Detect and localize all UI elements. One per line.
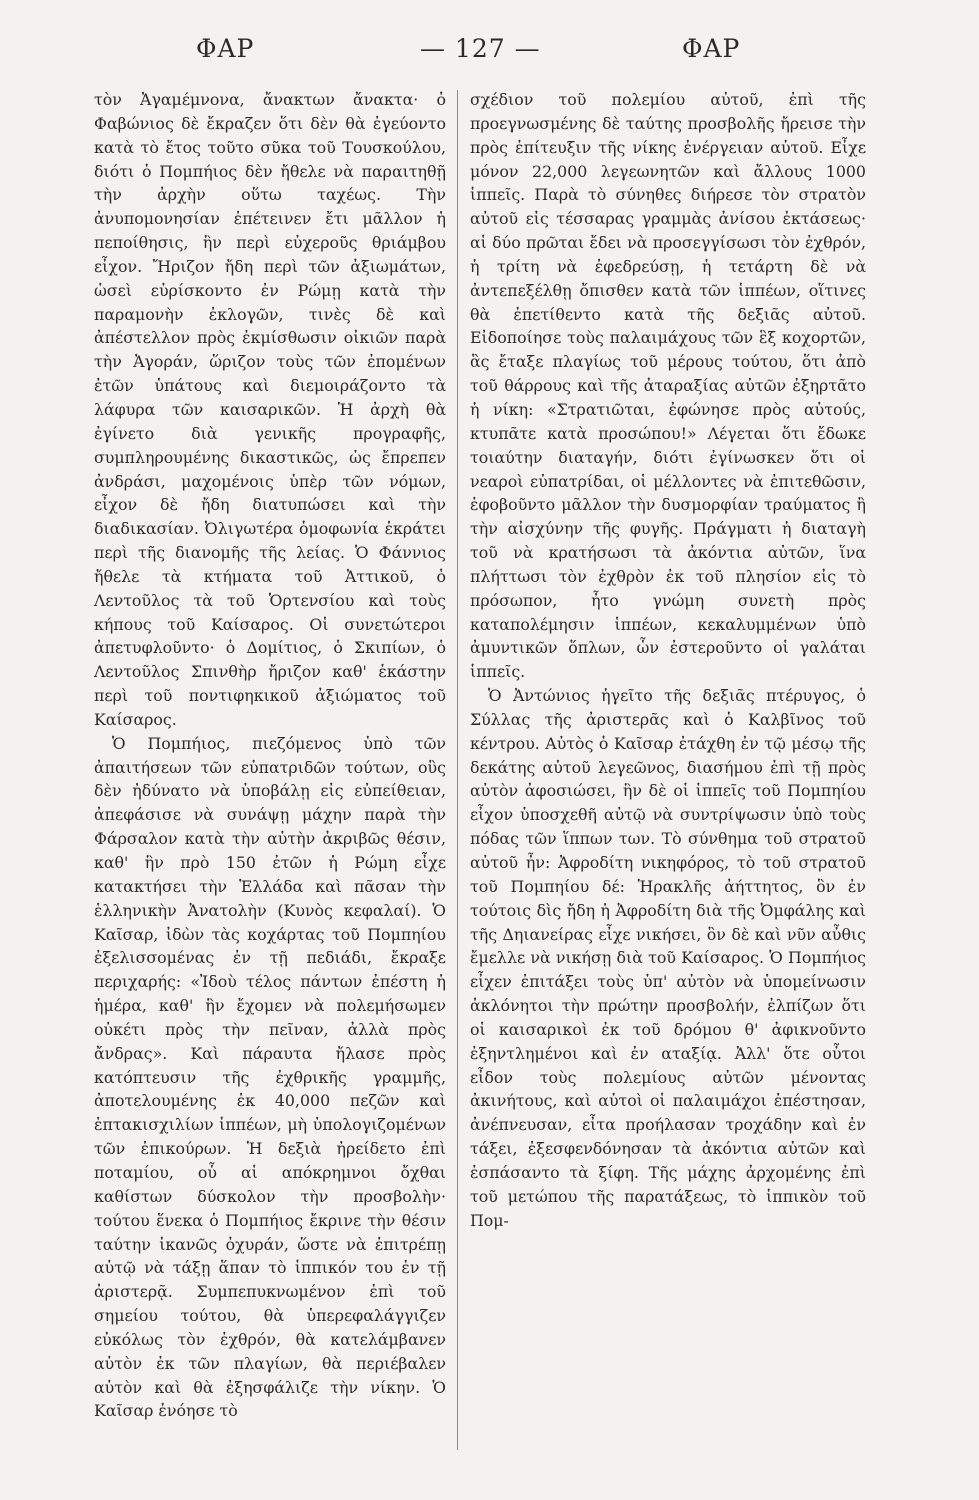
- column-divider: [457, 90, 458, 1450]
- right-paragraph-2: Ὁ Ἀντώνιος ἡγεῖτο τῆς δεξιᾶς πτέρυγος, ὁ Σύλλας τῆς ἀριστερᾶς καὶ ὁ Καλβῖνος τοῦ κέντρου. Αὐτὸς ὁ Καῖσαρ ἐτάχθη ἐν τῷ μέσῳ τῆς δεκάτης αὐτοῦ λεγεῶνος, διασήμου ἐπὶ τῇ πρὸς αὐτὸν ἀφοσιώσει, ἣν δὲ οἱ ἱππεῖς τοῦ Πομπηίου εἶχον ὑποσχεθῆ αὐτῷ νὰ συντρίψωσιν ὑπὸ τοὺς πόδας τῶν ἵππων των. Τὸ σύνθημα τοῦ στρατοῦ αὐτοῦ ἦν: Ἀφροδίτη νικηφόρος, τὸ τοῦ στρατοῦ τοῦ Πομπηίου δέ: Ἡρακλῆς ἀήττητος, ὃν ἐν τούτοις δὶς ἤδη ἡ Ἀφροδίτη διὰ τῆς Ὀμφάλης καὶ τῆς Δηιανείρας εἶχε νικήσει, ὃν δὲ καὶ νῦν αὖθις ἔμελλε νὰ νικήσῃ διὰ τοῦ Καίσαρος. Ὁ Πομπήιος εἶχεν ἐπιτάξει τοὺς ὑπ' αὐτὸν νὰ ὑπομείνωσιν ἀκλόνητοι τὴν πρώτην προσβολήν, ἐλπίζων ὅτι οἱ καισαρικοὶ ἐκ τοῦ δρόμου θ' ἀφικνοῦντο ἐξηντλημένοι καὶ ἐν αταξίᾳ. Ἀλλ' ὅτε οὗτοι εἶδον τοὺς πολεμίους αὐτῶν μένοντας ἀκινήτους, καὶ αὐτοὶ οἱ παλαιμάχοι ἐπέστησαν, ἀνέπνευσαν, εἶτα προήλασαν τροχάδην καὶ ἐν τάξει, ἐξεσφενδόνησαν τὰ ἀκόντια αὐτῶν καὶ ἐσπάσαντο τὰ ξίφη. Τῆς μάχης ἀρχομένης ἐπὶ τοῦ μετώπου τῆς παρατάξεως, τὸ ἱππικὸν τοῦ Πομ-: [470, 686, 866, 1230]
- page-number: — 127 —: [420, 34, 541, 63]
- right-column: [470, 88, 866, 1233]
- left-column: [94, 88, 446, 1423]
- right-paragraph-1: σχέδιον τοῦ πολεμίου αὐτοῦ, ἐπὶ τῆς προεγνωσμένης δὲ ταύτης προσβολῆς ἤρεισε τὴν πρὸς ἐπίτευξιν τῆς νίκης ἐνέργειαν αὐτοῦ. Εἶχε μόνον 22,000 λεγεωνητῶν καὶ ἄλλους 1000 ἱππεῖς. Παρὰ τὸ σύνηθες διήρεσε τὸν στρατὸν αὐτοῦ εἰς τέσσαρας γραμμὰς ἀνίσου ἐκτάσεως· αἱ δύο πρῶται ἔδει νὰ προσεγγίσωσι τὸν ἐχθρόν, ἡ τρίτη νὰ ἐφεδρεύσῃ, ἡ τετάρτη δὲ νὰ ἀντεπεξέλθῃ ὄπισθεν κατὰ τῶν ἱππέων, οἵτινες θὰ ἐπετίθεντο κατὰ τῆς δεξιᾶς αὐτοῦ. Εἰδοποίησε τοὺς παλαιμάχους τῶν ἓξ κοχορτῶν, ἃς ἔταξε πλαγίως τοῦ μέρους τούτου, ὅτι ἀπὸ τοῦ θάρρους καὶ τῆς ἀταραξίας αὐτῶν ἐξηρτᾶτο ἡ νίκη: «Στρατιῶται, ἐφώνησε πρὸς αὐτούς, κτυπᾶτε κατὰ προσώπου!» Λέγεται ὅτι ἔδωκε τοιαύτην διαταγήν, διότι ἐγίνωσκεν ὅτι οἱ νεαροὶ εὐπατρίδαι, οἱ μέλλοντες νὰ ἐπιτεθῶσιν, ἐφοβοῦντο μᾶλλον τὴν δυσμορφίαν τραύματος ἢ τὴν αἰσχύνην τῆς φυγῆς. Πράγματι ἡ διαταγὴ τοῦ νὰ κρατήσωσι τὰ ἀκόντια αὐτῶν, ἵνα πλήττωσι τὸν ἐχθρὸν ἐκ τοῦ πλησίον εἰς τὸ πρόσωπον, ἦτο γνώμη συνετὴ πρὸς καταπολέμησιν ἱππέων, κεκαλυμμένων ὑπὸ ἀμυντικῶν ὅπλων, ὧν ἐστεροῦντο οἱ γαλάται ἱππεῖς.: [470, 90, 866, 682]
- left-paragraph-1: τὸν Ἀγαμέμνονα, ἄνακτων ἄνακτα· ὁ Φαβώνιος δὲ ἔκραζεν ὅτι δὲν θὰ ἐγεύοντο κατὰ τὸ ἔτος τοῦτο σῦκα τοῦ Τουσκούλου, διότι ὁ Πομπήιος δὲν ἤθελε νὰ παραιτηθῇ τὴν ἀρχὴν οὕτω ταχέως. Τὴν ἀνυπομονησίαν ἐπέτεινεν ἔτι μᾶλλον ἡ πεποίθησις, ἣν περὶ εὐχεροῦς θριάμβου εἶχον. Ἤριζον ἤδη περὶ τῶν ἀξιωμάτων, ὡσεὶ εὑρίσκοντο ἐν Ρώμῃ κατὰ τὴν παραμονὴν ἐκλογῶν, τινὲς δὲ καὶ ἀπέστελλον πρὸς ἐκμίσθωσιν οἰκιῶν παρὰ τὴν Ἀγοράν, ὥριζον τοὺς τῶν ἐπομένων ἐτῶν ὑπάτους καὶ διεμοιράζοντο τὰ λάφυρα τῶν καισαρικῶν. Ἡ ἀρχὴ θὰ ἐγίνετο διὰ γενικῆς προγραφῆς, συμπληρουμένης δικαστικῶς, ὡς ἔπρεπεν ἀνδράσι, μαχομένοις ὑπὲρ τῶν νόμων, εἶχον δὲ ἤδη διατυπώσει καὶ τὴν διαδικασίαν. Ὀλιγωτέρα ὁμοφωνία ἐκράτει περὶ τῆς διανομῆς τῆς λείας. Ὁ Φάννιος ἤθελε τὰ κτήματα τοῦ Ἀττικοῦ, ὁ Λεντοῦλος τὰ τοῦ Ὁρτενσίου καὶ τοὺς κήπους τοῦ Καίσαρος. Οἱ συνετώτεροι ἀπετυφλοῦντο· ὁ Δομίτιος, ὁ Σκιπίων, ὁ Λεντοῦλος Σπινθὴρ ἤριζον καθ' ἑκάστην περὶ τοῦ ποντιφηκικοῦ ἀξιώματος τοῦ Καίσαρος.: [94, 90, 446, 729]
- header-right-word: ΦΑΡ: [682, 34, 741, 63]
- page-header: [0, 34, 979, 74]
- left-paragraph-2: Ὁ Πομπήιος, πιεζόμενος ὑπὸ τῶν ἀπαιτήσεων τῶν εὐπατριδῶν τούτων, οὓς δὲν ἠδύνατο νὰ ὑποβάλῃ εἰς εὐπείθειαν, ἀπεφάσισε νὰ συνάψῃ μάχην παρὰ τὴν Φάρσαλον κατὰ τὴν αὐτὴν ἀκριβῶς θέσιν, καθ' ἣν πρὸ 150 ἐτῶν ἡ Ρώμη εἶχε κατακτήσει τὴν Ἑλλάδα καὶ πᾶσαν τὴν ἑλληνικὴν Ἀνατολὴν (Κυνὸς κεφαλαί). Ὁ Καῖσαρ, ἰδὼν τὰς κοχάρτας τοῦ Πομπηίου ἐξελισσομένας ἐν τῇ πεδιάδι, ἔκραξε περιχαρής: «Ἰδοὺ τέλος πάντων ἐπέστη ἡ ἡμέρα, καθ' ἣν ἔχομεν νὰ πολεμήσωμεν οὐκέτι πρὸς τὴν πεῖναν, ἀλλὰ πρὸς ἄνδρας». Καὶ πάραυτα ἤλασε πρὸς κατόπτευσιν τῆς ἐχθρικῆς γραμμῆς, ἀποτελουμένης ἐκ 40,000 πεζῶν καὶ ἑπτακισχιλίων ἱππέων, μὴ ὑπολογιζομένων τῶν ἐπικούρων. Ἡ δεξιὰ ἠρείδετο ἐπὶ ποταμίου, οὗ αἱ απόκρημνοι ὄχθαι καθίστων δύσκολον τὴν προσβολὴν· τούτου ἕνεκα ὁ Πομπήιος ἔκρινε τὴν θέσιν ταύτην ἱκανῶς ὀχυράν, ὥστε νὰ ἐπιτρέπῃ αὐτῷ νὰ τάξῃ ἅπαν τὸ ἱππικόν του ἐν τῇ ἀριστερᾷ. Συμπεπυκνωμένον ἐπὶ τοῦ σημείου τούτου, θὰ ὑπερεφαλάγγιζεν εὐκόλως τὸν ἐχθρόν, θὰ κατελάμβανεν αὐτὸν ἐκ τῶν πλαγίων, θὰ περιέβαλεν αὐτὸν καὶ θὰ ἐξησφάλιζε τὴν νίκην. Ὁ Καῖσαρ ἐνόησε τὸ: [94, 733, 446, 1421]
- header-left-word: ΦΑΡ: [196, 34, 255, 63]
